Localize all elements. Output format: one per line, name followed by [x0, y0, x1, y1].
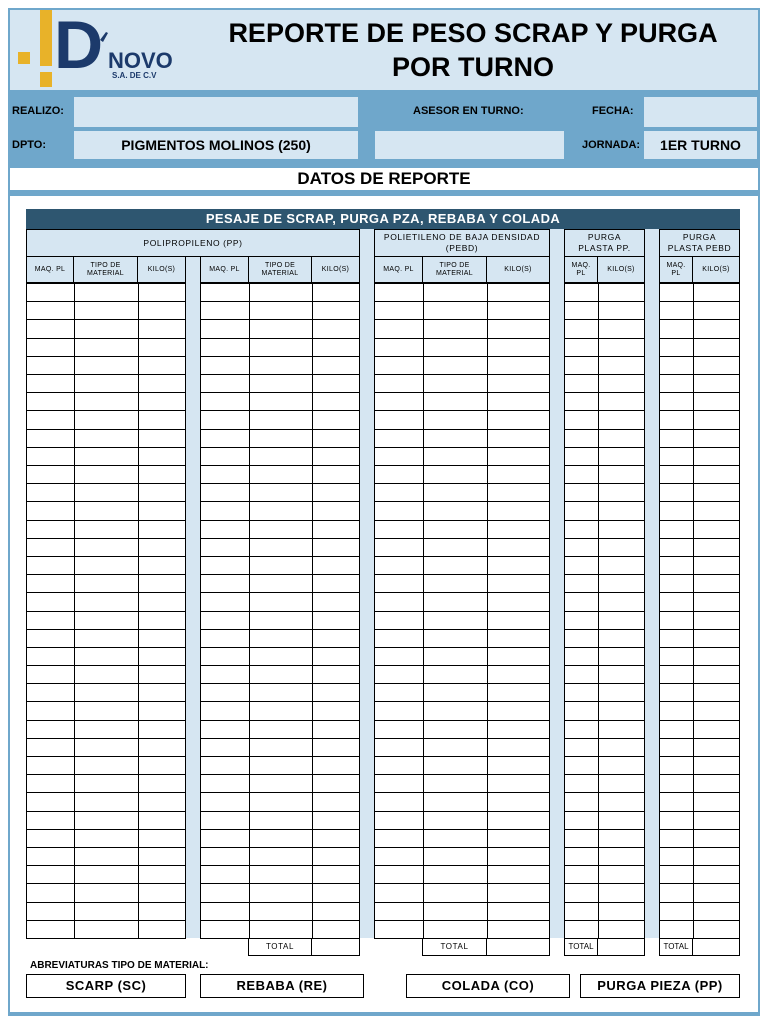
grid-row-line: [26, 410, 186, 411]
grid-row-line: [659, 501, 740, 502]
group-header-pebd: [374, 229, 550, 257]
grid-row-line: [659, 429, 740, 430]
grid-row-line: [564, 611, 645, 612]
column-gap: [359, 229, 374, 938]
grid-row-line: [659, 301, 740, 302]
grid-row-line: [374, 410, 550, 411]
jornada-label: JORNADA:: [582, 139, 641, 151]
logo: [16, 10, 191, 90]
total-field[interactable]: [692, 938, 740, 956]
grid-row-line: [564, 756, 645, 757]
grid-row-line: [659, 865, 740, 866]
grid-row-line: [564, 792, 645, 793]
grid-row-line: [564, 319, 645, 320]
grid-row-line: [26, 756, 186, 757]
grid-row-line: [564, 720, 645, 721]
grid-row-line: [564, 847, 645, 848]
grid-row-line: [564, 665, 645, 666]
col-header-tipo-line1: TIPO DE: [439, 261, 470, 269]
grid-row-line: [659, 574, 740, 575]
asesor-field[interactable]: [375, 131, 564, 159]
total-field[interactable]: [311, 938, 360, 956]
grid-row-line: [374, 701, 550, 702]
grid-row-line: [564, 774, 645, 775]
grid-row-line: [200, 811, 360, 812]
grid-row-line: [659, 319, 740, 320]
grid-row-line: [374, 720, 550, 721]
grid-row-line: [26, 465, 186, 466]
grid-column-line: [26, 283, 27, 938]
grid-row-line: [659, 774, 740, 775]
grid-row-line: [26, 829, 186, 830]
grid-row-line: [200, 683, 360, 684]
grid-row-line: [26, 683, 186, 684]
grid-row-line: [659, 847, 740, 848]
grid-row-line: [200, 356, 360, 357]
grid-row-line: [564, 501, 645, 502]
grid-row-line: [200, 283, 360, 284]
grid-row-line: [564, 356, 645, 357]
grid-row-line: [564, 429, 645, 430]
grid-row-line: [200, 701, 360, 702]
grid-row-line: [659, 338, 740, 339]
grid-row-line: [26, 720, 186, 721]
grid-row-line: [26, 920, 186, 921]
grid-row-line: [564, 574, 645, 575]
grid-row-line: [26, 574, 186, 575]
grid-row-line: [200, 410, 360, 411]
grid-row-line: [26, 556, 186, 557]
abbreviation-box: COLADA (CO): [406, 974, 570, 998]
grid-row-line: [374, 374, 550, 375]
col-header-kilos: KILO(S): [486, 256, 550, 283]
group-header-purga-pebd: [659, 229, 740, 257]
grid-row-line: [659, 665, 740, 666]
abbreviation-box: SCARP (SC): [26, 974, 186, 998]
grid-row-line: [200, 429, 360, 430]
grid-row-line: [374, 647, 550, 648]
col-header-tipo-line2: MATERIAL: [87, 269, 124, 277]
grid-row-line: [200, 665, 360, 666]
abbreviation-box: REBABA (RE): [200, 974, 364, 998]
total-label: TOTAL: [564, 938, 598, 956]
grid-row-line: [564, 374, 645, 375]
grid-row-line: [200, 883, 360, 884]
grid-column-line: [74, 283, 75, 938]
grid-row-line: [374, 883, 550, 884]
grid-row-line: [26, 938, 186, 939]
grid-row-line: [200, 574, 360, 575]
grid-row-line: [374, 829, 550, 830]
total-label: TOTAL: [659, 938, 693, 956]
grid-row-line: [26, 483, 186, 484]
group-header-pebd-line2: (PEBD): [445, 243, 479, 253]
grid-row-line: [374, 392, 550, 393]
col-header-maq-short-line1: MAQ.: [666, 261, 686, 269]
grid-row-line: [26, 501, 186, 502]
grid-row-line: [200, 865, 360, 866]
page-title: [190, 16, 756, 86]
grid-row-line: [564, 811, 645, 812]
dpto-field[interactable]: PIGMENTOS MOLINOS (250): [74, 131, 358, 159]
grid-row-line: [659, 811, 740, 812]
grid-row-line: [374, 574, 550, 575]
grid-column-line: [374, 283, 375, 938]
col-header-tipo-line2: MATERIAL: [261, 269, 299, 277]
grid-row-line: [200, 501, 360, 502]
grid-column-line: [138, 283, 139, 938]
grid-row-line: [374, 319, 550, 320]
grid-row-line: [374, 556, 550, 557]
grid-row-line: [564, 883, 645, 884]
grid-row-line: [659, 556, 740, 557]
grid-row-line: [26, 301, 186, 302]
grid-row-line: [659, 410, 740, 411]
group-header-purga-pp-line2: PLASTA PP.: [578, 243, 631, 253]
dpto-label: DPTO:: [12, 139, 47, 151]
total-label: TOTAL: [248, 938, 312, 956]
grid-row-line: [564, 920, 645, 921]
grid-row-line: [26, 283, 186, 284]
grid-row-line: [374, 811, 550, 812]
grid-row-line: [200, 720, 360, 721]
grid-row-line: [564, 392, 645, 393]
grid-row-line: [26, 865, 186, 866]
grid-row-line: [564, 683, 645, 684]
grid-row-line: [374, 356, 550, 357]
grid-row-line: [374, 592, 550, 593]
grid-row-line: [200, 538, 360, 539]
grid-row-line: [659, 447, 740, 448]
col-header-maq-short: [659, 256, 693, 283]
grid-row-line: [564, 592, 645, 593]
grid-row-line: [26, 701, 186, 702]
grid-row-line: [200, 556, 360, 557]
grid-row-line: [200, 756, 360, 757]
grid-row-line: [659, 629, 740, 630]
total-field[interactable]: [597, 938, 645, 956]
abbreviation-box: PURGA PIEZA (PP): [580, 974, 740, 998]
grid-column-line: [564, 283, 565, 938]
grid-row-line: [200, 647, 360, 648]
grid-row-line: [374, 738, 550, 739]
grid-row-line: [659, 356, 740, 357]
grid-row-line: [564, 520, 645, 521]
grid-row-line: [26, 374, 186, 375]
grid-row-line: [200, 629, 360, 630]
grid-row-line: [200, 465, 360, 466]
grid-column-line: [200, 283, 201, 938]
grid-row-line: [200, 483, 360, 484]
grid-row-line: [564, 447, 645, 448]
grid-row-line: [564, 629, 645, 630]
grid-row-line: [200, 847, 360, 848]
grid-row-line: [200, 738, 360, 739]
grid-row-line: [26, 447, 186, 448]
grid-row-line: [374, 774, 550, 775]
grid-column-line: [249, 283, 250, 938]
grid-column-line: [693, 283, 694, 938]
logo-mark: D: [54, 10, 104, 83]
grid-row-line: [26, 429, 186, 430]
logo-brand: NOVO: [108, 48, 173, 73]
grid-row-line: [26, 665, 186, 666]
grid-row-line: [200, 338, 360, 339]
grid-row-line: [564, 283, 645, 284]
grid-row-line: [200, 774, 360, 775]
abbreviations-label: ABREVIATURAS TIPO DE MATERIAL:: [30, 960, 209, 971]
grid-row-line: [374, 756, 550, 757]
grid-row-line: [659, 520, 740, 521]
group-header-pp: POLIPROPILENO (PP): [26, 229, 360, 257]
group-header-purga-pebd-line1: PURGA: [682, 232, 717, 242]
grid-row-line: [374, 611, 550, 612]
fecha-field[interactable]: [644, 97, 757, 127]
grid-column-line: [739, 283, 740, 938]
col-header-maq-short-line1: MAQ.: [571, 261, 591, 269]
grid-row-line: [26, 738, 186, 739]
col-header-tipo-line2: MATERIAL: [436, 269, 473, 277]
grid-row-line: [659, 883, 740, 884]
grid-row-line: [564, 647, 645, 648]
grid-row-line: [659, 683, 740, 684]
grid-column-line: [549, 283, 550, 938]
grid-column-line: [185, 283, 186, 938]
grid-row-line: [200, 301, 360, 302]
table-title: PESAJE DE SCRAP, PURGA PZA, REBABA Y COLADA: [26, 209, 740, 229]
grid-row-line: [200, 374, 360, 375]
grid-row-line: [374, 792, 550, 793]
col-header-kilos: KILO(S): [597, 256, 645, 283]
grid-row-line: [659, 902, 740, 903]
grid-row-line: [659, 283, 740, 284]
total-label: TOTAL: [422, 938, 487, 956]
grid-row-line: [374, 429, 550, 430]
col-header-maq: MAQ. PL: [26, 256, 74, 283]
grid-column-line: [487, 283, 488, 938]
col-header-kilos: KILO(S): [692, 256, 740, 283]
grid-row-line: [26, 611, 186, 612]
grid-row-line: [564, 865, 645, 866]
grid-column-line: [659, 283, 660, 938]
grid-row-line: [26, 356, 186, 357]
grid-row-line: [564, 301, 645, 302]
fecha-label: FECHA:: [592, 105, 634, 117]
grid-row-line: [564, 829, 645, 830]
grid-row-line: [374, 902, 550, 903]
grid-row-line: [200, 829, 360, 830]
grid-row-line: [659, 392, 740, 393]
grid-row-line: [659, 738, 740, 739]
grid-row-line: [26, 592, 186, 593]
grid-row-line: [200, 792, 360, 793]
grid-row-line: [659, 592, 740, 593]
grid-row-line: [659, 920, 740, 921]
grid-row-line: [659, 611, 740, 612]
grid-row-line: [26, 392, 186, 393]
grid-row-line: [564, 556, 645, 557]
title-line-2: POR TURNO: [392, 52, 554, 82]
grid-row-line: [26, 774, 186, 775]
grid-row-line: [26, 319, 186, 320]
grid-row-line: [374, 683, 550, 684]
grid-row-line: [564, 410, 645, 411]
grid-row-line: [659, 701, 740, 702]
grid-row-line: [564, 465, 645, 466]
column-gap: [185, 229, 200, 938]
grid-column-line: [598, 283, 599, 938]
grid-row-line: [26, 629, 186, 630]
grid-row-line: [200, 319, 360, 320]
grid-row-line: [374, 301, 550, 302]
grid-column-line: [359, 283, 360, 938]
grid-row-line: [374, 665, 550, 666]
col-header-maq-short-line2: PL: [576, 269, 586, 277]
grid-row-line: [26, 520, 186, 521]
grid-row-line: [200, 392, 360, 393]
grid-row-line: [659, 756, 740, 757]
grid-row-line: [564, 902, 645, 903]
asesor-label: ASESOR EN TURNO:: [413, 105, 524, 117]
total-field[interactable]: [486, 938, 550, 956]
title-line-1: REPORTE DE PESO SCRAP Y PURGA: [228, 18, 718, 48]
grid-row-line: [564, 701, 645, 702]
col-header-maq: MAQ. PL: [374, 256, 423, 283]
grid-row-line: [659, 647, 740, 648]
grid-row-line: [374, 865, 550, 866]
grid-row-line: [26, 647, 186, 648]
grid-row-line: [374, 847, 550, 848]
grid-row-line: [659, 483, 740, 484]
grid-row-line: [659, 465, 740, 466]
col-header-kilos: KILO(S): [311, 256, 360, 283]
logo-subtitle: S.A. DE C.V: [112, 71, 157, 80]
realizo-label: REALIZO:: [12, 105, 64, 117]
grid-row-line: [374, 501, 550, 502]
group-header-pebd-line1: POLIETILENO DE BAJA DENSIDAD: [383, 232, 541, 242]
realizo-field[interactable]: [74, 97, 358, 127]
grid-column-line: [312, 283, 313, 938]
col-header-maq: MAQ. PL: [200, 256, 249, 283]
grid-row-line: [26, 538, 186, 539]
jornada-field[interactable]: 1ER TURNO: [644, 131, 757, 159]
grid-row-line: [374, 283, 550, 284]
grid-row-line: [26, 811, 186, 812]
grid-row-line: [659, 538, 740, 539]
group-header-purga-pp: [564, 229, 645, 257]
grid-row-line: [26, 883, 186, 884]
grid-row-line: [26, 338, 186, 339]
grid-row-line: [659, 792, 740, 793]
grid-row-line: [200, 920, 360, 921]
grid-row-line: [374, 447, 550, 448]
grid-column-line: [644, 283, 645, 938]
grid-row-line: [374, 920, 550, 921]
col-header-tipo: [422, 256, 487, 283]
col-header-tipo: [73, 256, 138, 283]
grid-row-line: [564, 538, 645, 539]
grid-row-line: [374, 520, 550, 521]
grid-row-line: [374, 629, 550, 630]
grid-row-line: [564, 738, 645, 739]
grid-row-line: [564, 483, 645, 484]
section-title: DATOS DE REPORTE: [10, 168, 758, 190]
grid-row-line: [200, 447, 360, 448]
col-header-tipo-line1: TIPO DE: [264, 261, 296, 269]
grid-row-line: [26, 792, 186, 793]
grid-row-line: [200, 902, 360, 903]
grid-row-line: [659, 720, 740, 721]
col-header-kilos: KILO(S): [137, 256, 186, 283]
grid-row-line: [26, 902, 186, 903]
grid-row-line: [374, 338, 550, 339]
grid-column-line: [423, 283, 424, 938]
group-header-purga-pebd-line2: PLASTA PEBD: [667, 243, 732, 253]
column-gap: [549, 229, 564, 938]
grid-row-line: [564, 338, 645, 339]
col-header-tipo: [248, 256, 312, 283]
grid-row-line: [659, 829, 740, 830]
group-header-purga-pp-line1: PURGA: [587, 232, 622, 242]
grid-row-line: [374, 483, 550, 484]
col-header-maq-short-line2: PL: [671, 269, 681, 277]
col-header-maq-short: [564, 256, 598, 283]
grid-row-line: [200, 611, 360, 612]
grid-row-line: [374, 538, 550, 539]
grid-row-line: [659, 374, 740, 375]
grid-row-line: [374, 465, 550, 466]
grid-row-line: [26, 847, 186, 848]
grid-row-line: [200, 520, 360, 521]
column-gap: [644, 229, 659, 938]
grid-row-line: [200, 592, 360, 593]
logo-icon: [16, 10, 191, 90]
col-header-tipo-line1: TIPO DE: [90, 261, 121, 269]
